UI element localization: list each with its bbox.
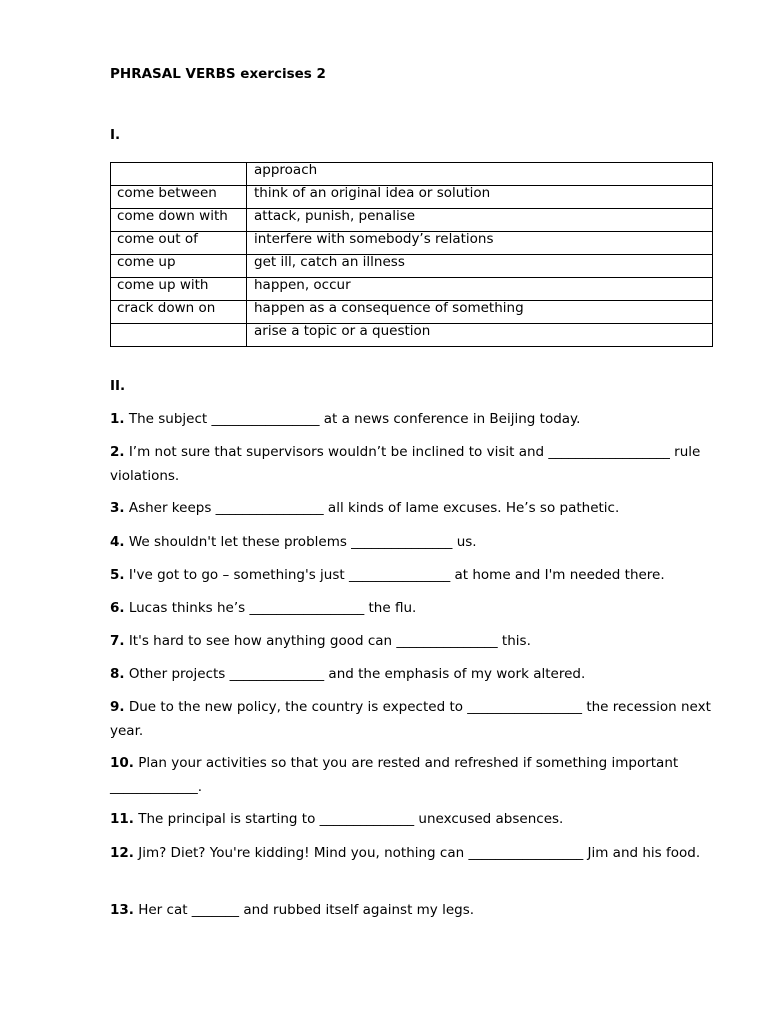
meaning-cell: get ill, catch an illness xyxy=(247,255,713,278)
phrasal-verb-cell xyxy=(111,163,247,186)
table-row xyxy=(111,301,713,324)
meaning-cell: approach xyxy=(247,163,713,186)
table-row xyxy=(111,232,713,255)
table-row xyxy=(111,255,713,278)
question-item xyxy=(110,597,720,621)
page-title: PHRASAL VERBS exercises 2 xyxy=(110,66,326,82)
question-number: 6. xyxy=(110,600,125,616)
table-row xyxy=(111,163,713,186)
question-text: We shouldn't let these problems _______________ us. xyxy=(128,534,477,550)
section-heading-2: II. xyxy=(110,378,126,394)
meaning-cell: think of an original idea or solution xyxy=(247,186,713,209)
table-row xyxy=(111,209,713,232)
table-row xyxy=(111,324,713,347)
table-row xyxy=(111,186,713,209)
question-item xyxy=(110,696,720,743)
question-item xyxy=(110,564,720,588)
meaning-cell: interfere with somebody’s relations xyxy=(247,232,713,255)
question-number: 3. xyxy=(110,500,125,516)
phrasal-verb-cell: crack down on xyxy=(111,301,247,324)
question-text: Due to the new policy, the country is expected to _________________ the recession next year. xyxy=(110,699,711,739)
question-text: I’m not sure that supervisors wouldn’t be inclined to visit and __________________ rule violations. xyxy=(110,444,701,484)
question-number: 13. xyxy=(110,902,134,918)
question-number: 11. xyxy=(110,811,134,827)
question-number: 5. xyxy=(110,567,125,583)
question-number: 7. xyxy=(110,633,125,649)
question-item xyxy=(110,842,720,866)
phrasal-verb-cell: come up xyxy=(111,255,247,278)
question-item xyxy=(110,441,720,488)
phrasal-verb-cell: come up with xyxy=(111,278,247,301)
question-number: 12. xyxy=(110,845,134,861)
meaning-cell: happen, occur xyxy=(247,278,713,301)
question-number: 8. xyxy=(110,666,125,682)
question-item xyxy=(110,663,720,687)
question-item xyxy=(110,497,720,521)
question-item xyxy=(110,808,720,832)
question-number: 9. xyxy=(110,699,125,715)
question-text: Plan your activities so that you are rested and refreshed if something important _____________. xyxy=(110,755,679,795)
question-item xyxy=(110,752,720,799)
question-text: The subject ________________ at a news conference in Beijing today. xyxy=(128,411,581,427)
question-number: 1. xyxy=(110,411,125,427)
phrasal-verbs-table xyxy=(110,162,713,347)
question-text: Lucas thinks he’s _________________ the flu. xyxy=(128,600,417,616)
question-text: Her cat _______ and rubbed itself against my legs. xyxy=(138,902,475,918)
section-heading-1: I. xyxy=(110,127,121,143)
question-text: It's hard to see how anything good can _______________ this. xyxy=(128,633,531,649)
question-item xyxy=(110,531,720,555)
meaning-cell: attack, punish, penalise xyxy=(247,209,713,232)
question-text: Jim? Diet? You're kidding! Mind you, nothing can _________________ Jim and his food. xyxy=(138,845,701,861)
question-item xyxy=(110,408,720,432)
phrasal-verb-cell: come down with xyxy=(111,209,247,232)
phrasal-verb-cell xyxy=(111,324,247,347)
phrasal-verb-cell: come out of xyxy=(111,232,247,255)
question-item xyxy=(110,899,720,923)
question-number: 10. xyxy=(110,755,134,771)
question-text: The principal is starting to ______________ unexcused absences. xyxy=(138,811,564,827)
question-number: 2. xyxy=(110,444,125,460)
question-item xyxy=(110,630,720,654)
phrasal-verb-cell: come between xyxy=(111,186,247,209)
question-text: Other projects ______________ and the emphasis of my work altered. xyxy=(128,666,586,682)
question-number: 4. xyxy=(110,534,125,550)
meaning-cell: happen as a consequence of something xyxy=(247,301,713,324)
meaning-cell: arise a topic or a question xyxy=(247,324,713,347)
question-text: Asher keeps ________________ all kinds of lame excuses. He’s so pathetic. xyxy=(128,500,620,516)
table-row xyxy=(111,278,713,301)
question-text: I've got to go – something's just _______________ at home and I'm needed there. xyxy=(128,567,665,583)
